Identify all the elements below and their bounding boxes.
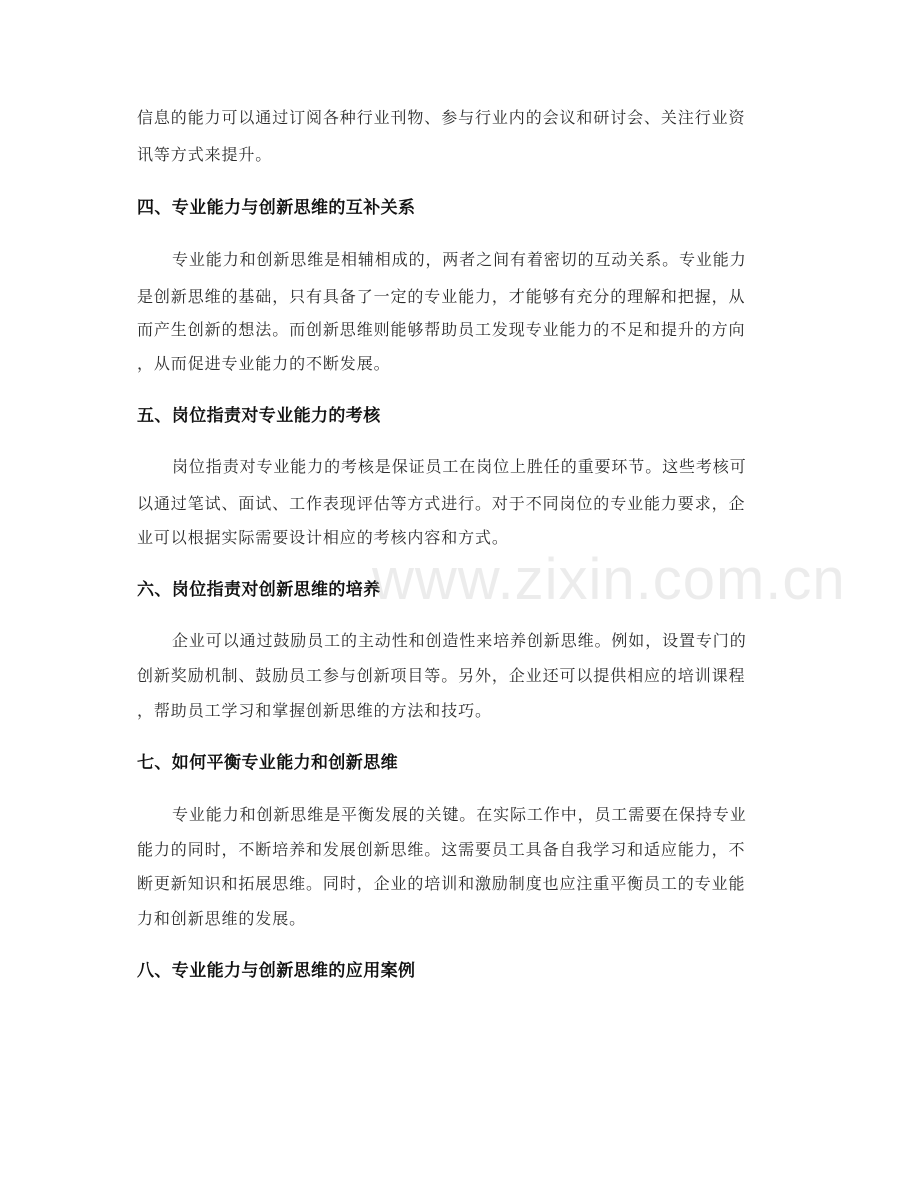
section-heading-5: 五、岗位指责对专业能力的考核 — [137, 406, 381, 426]
section-heading-4: 四、专业能力与创新思维的互补关系 — [137, 198, 416, 218]
section-heading-8: 八、专业能力与创新思维的应用案例 — [137, 961, 416, 981]
section-7-line-4: 力和创新思维的发展。 — [137, 909, 307, 928]
section-6-line-1: 企业可以通过鼓励员工的主动性和创造性来培养创新思维。例如，设置专门的 — [172, 631, 747, 650]
section-5-line-1: 岗位指责对专业能力的考核是保证员工在岗位上胜任的重要环节。这些考核可 — [172, 457, 747, 476]
section-7-line-2: 能力的同时，不断培养和发展创新思维。这需要员工具备自我学习和适应能力，不 — [137, 840, 746, 859]
section-6-line-2: 创新奖励机制、鼓励员工参与创新项目等。另外，企业还可以提供相应的培训课程 — [137, 666, 746, 685]
watermark: www.zixin.com.cn — [372, 547, 846, 612]
section-heading-6: 六、岗位指责对创新思维的培养 — [137, 580, 381, 600]
section-5-line-3: 业可以根据实际需要设计相应的考核内容和方式。 — [137, 528, 509, 547]
section-heading-7: 七、如何平衡专业能力和创新思维 — [137, 753, 398, 773]
intro-line-1: 信息的能力可以通过订阅各种行业刊物、参与行业内的会议和研讨会、关注行业资 — [137, 108, 746, 127]
section-6-line-3: ，帮助员工学习和掌握创新思维的方法和技巧。 — [137, 701, 492, 720]
intro-line-2: 讯等方式来提升。 — [137, 145, 273, 164]
section-4-line-2: 是创新思维的基础，只有具备了一定的专业能力，才能够有充分的理解和把握，从 — [137, 287, 746, 306]
section-7-line-3: 断更新知识和拓展思维。同时，企业的培训和激励制度也应注重平衡员工的专业能 — [137, 874, 746, 893]
section-4-line-1: 专业能力和创新思维是相辅相成的，两者之间有着密切的互动关系。专业能力 — [172, 250, 747, 269]
section-4-line-3: 而产生创新的想法。而创新思维则能够帮助员工发现专业能力的不足和提升的方向 — [137, 320, 746, 339]
section-7-line-1: 专业能力和创新思维是平衡发展的关键。在实际工作中，员工需要在保持专业 — [172, 805, 747, 824]
section-5-line-2: 以通过笔试、面试、工作表现评估等方式进行。对于不同岗位的专业能力要求，企 — [137, 494, 746, 513]
section-4-line-4: ，从而促进专业能力的不断发展。 — [137, 354, 391, 373]
